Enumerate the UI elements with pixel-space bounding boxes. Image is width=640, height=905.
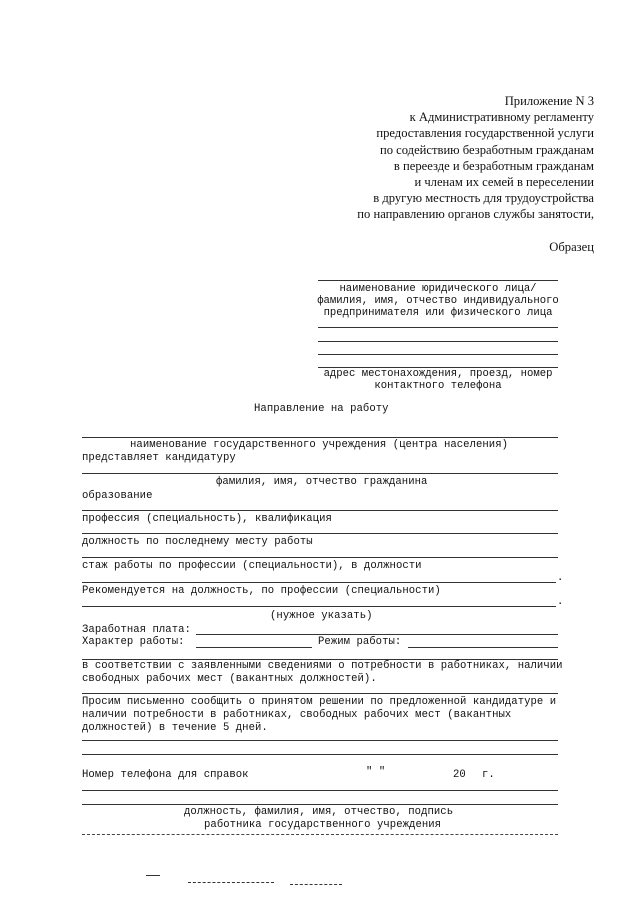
citizen-line[interactable] <box>82 473 558 474</box>
specify-caption: (нужное указать) <box>270 610 373 622</box>
addressee-caption: фамилия, имя, отчество индивидуального <box>317 295 559 307</box>
recommended-label: Рекомендуется на должность, по профессии (специальности) <box>82 585 441 597</box>
sample-label: Образец <box>549 240 594 254</box>
work-nature-label: Характер работы: <box>82 636 185 648</box>
date-quotes: " " <box>366 766 386 778</box>
addressee-caption: предпринимателя или физического лица <box>323 307 553 319</box>
addressee-name-line[interactable] <box>318 280 558 281</box>
education-label: образование <box>82 490 153 502</box>
request-text: Просим письменно сообщить о принятом решении по предложенной кандидатуре и <box>82 696 557 708</box>
addressee-caption: наименование юридического лица/ <box>339 283 537 295</box>
header-line: в другую местность для трудоустройства <box>373 191 594 206</box>
experience-line[interactable] <box>82 582 556 583</box>
signature-line[interactable] <box>82 804 558 805</box>
presents-candidate-label: представляет кандидатуру <box>82 452 236 464</box>
accordance-text: свободных рабочих мест (вакантных должностей). <box>82 673 377 685</box>
last-position-label: должность по последнему месту работы <box>82 536 313 548</box>
last-position-line[interactable] <box>82 557 558 558</box>
address-caption: адрес местонахождения, проезд, номер <box>323 368 553 380</box>
profession-line[interactable] <box>82 533 558 534</box>
signature-caption: должность, фамилия, имя, отчество, подпись <box>184 806 454 818</box>
header-line: по содействию безработным гражданам <box>379 142 594 157</box>
experience-label: стаж работы по профессии (специальности), в должности <box>82 560 422 572</box>
institution-line[interactable] <box>82 437 558 438</box>
education-line[interactable] <box>82 510 558 511</box>
header-line: предоставления государственной услуги <box>376 126 594 141</box>
address-line[interactable] <box>318 327 558 328</box>
request-text: наличии потребности в работниках, свободных рабочих мест (вакантных <box>82 709 512 721</box>
accordance-line[interactable] <box>82 693 558 694</box>
salary-line[interactable] <box>196 634 558 635</box>
accordance-text: в соответствии с заявленными сведениями о потребности в работниках, наличии <box>82 660 563 672</box>
header-line: к Административному регламенту <box>409 110 594 125</box>
header-line: по направлению органов службы занятости, <box>357 207 594 222</box>
scan-mark <box>146 875 160 876</box>
request-text: должностей) в течение 5 дней. <box>82 722 268 734</box>
phone-label: Номер телефона для справок <box>82 769 249 781</box>
salary-label: Заработная плата: <box>82 624 191 636</box>
header-line: в переезде и безработным гражданам <box>393 158 594 173</box>
request-line[interactable] <box>82 740 558 741</box>
year-suffix: г. <box>482 769 495 781</box>
period-mark: . <box>557 596 564 608</box>
address-line[interactable] <box>318 354 558 355</box>
year-prefix: 20 <box>453 769 466 781</box>
recommended-line[interactable] <box>82 606 556 607</box>
period-mark: . <box>557 572 564 584</box>
address-line[interactable] <box>318 341 558 342</box>
header-line: и членам их семей в переселении <box>414 175 594 190</box>
scan-mark <box>290 884 342 885</box>
cut-line <box>82 834 558 835</box>
phone-line[interactable] <box>82 790 558 791</box>
work-mode-label: Режим работы: <box>318 636 402 648</box>
address-caption: контактного телефона <box>374 380 502 392</box>
appendix-header <box>357 93 594 223</box>
signature-caption: работника государственного учреждения <box>204 819 442 831</box>
work-nature-line[interactable] <box>196 647 312 648</box>
request-line[interactable] <box>82 754 558 755</box>
institution-caption: наименование государственного учреждения (центра населения) <box>130 439 509 451</box>
form-title: Направление на работу <box>254 403 389 415</box>
citizen-caption: фамилия, имя, отчество гражданина <box>216 476 428 488</box>
scan-mark <box>188 882 274 883</box>
header-line: Приложение N 3 <box>504 94 594 108</box>
work-mode-line[interactable] <box>408 647 558 648</box>
profession-label: профессия (специальность), квалификация <box>82 513 332 525</box>
